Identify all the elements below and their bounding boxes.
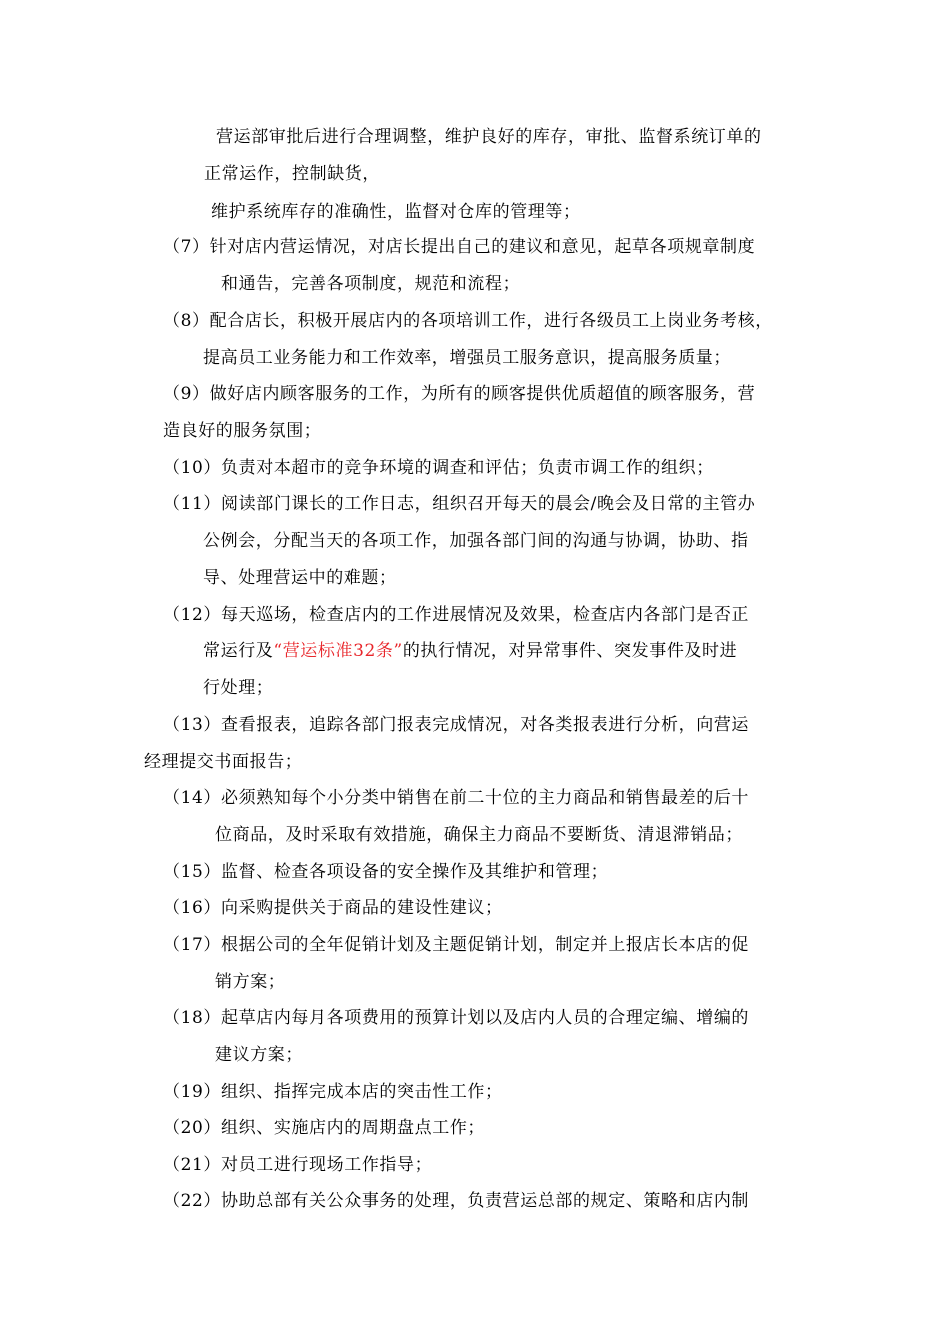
- text-line-item-18-cont: 建议方案；: [215, 1045, 303, 1065]
- text-line-item-15: （15）监督、检查各项设备的安全操作及其维护和管理；: [163, 862, 609, 882]
- text-line-item-21: （21）对员工进行现场工作指导；: [163, 1155, 433, 1175]
- highlight-standard-32: “营运标准32条”: [273, 641, 403, 661]
- text-line-item-12: （12）每天巡场，检查店内的工作进展情况及效果，检查店内各部门是否正: [163, 605, 750, 625]
- text-line-item-18: （18）起草店内每月各项费用的预算计划以及店内人员的合理定编、增编的: [163, 1008, 750, 1028]
- text-line-3: 维护系统库存的准确性，监督对仓库的管理等；: [211, 202, 581, 222]
- text-line-2: 正常运作，控制缺货，: [204, 164, 380, 184]
- text-line-item-14-cont: 位商品，及时采取有效措施，确保主力商品不要断货、清退滞销品；: [215, 825, 743, 845]
- text-line-item-10: （10）负责对本超市的竞争环境的调查和评估；负责市调工作的组织；: [163, 458, 714, 478]
- text-line-item-11-cont-1: 公例会，分配当天的各项工作，加强各部门间的沟通与协调，协助、指: [203, 531, 749, 551]
- text-line-item-17: （17）根据公司的全年促销计划及主题促销计划，制定并上报店长本店的促: [163, 935, 750, 955]
- text-line-item-8-cont: 提高员工业务能力和工作效率，增强员工服务意识，提高服务质量；: [203, 348, 731, 368]
- text-line-item-16: （16）向采购提供关于商品的建设性建议；: [163, 898, 503, 918]
- text-line-item-19: （19）组织、指挥完成本店的突击性工作；: [163, 1082, 503, 1102]
- text-before-highlight: 常运行及: [203, 641, 274, 661]
- text-line-item-7: （7）针对店内营运情况，对店长提出自己的建议和意见，起草各项规章制度: [163, 237, 756, 257]
- text-line-item-17-cont: 销方案；: [215, 972, 286, 992]
- text-line-item-12-cont-1: [203, 639, 737, 663]
- text-line-item-22: （22）协助总部有关公众事务的处理，负责营运总部的规定、策略和店内制: [163, 1191, 750, 1211]
- text-line-item-13-cont: 经理提交书面报告；: [144, 752, 303, 772]
- text-line-item-11-cont-2: 导、处理营运中的难题；: [203, 568, 397, 588]
- text-line-item-13: （13）查看报表，追踪各部门报表完成情况，对各类报表进行分析，向营运: [163, 715, 750, 735]
- text-line-item-11: （11）阅读部门课长的工作日志，组织召开每天的晨会/晚会及日常的主管办: [163, 494, 756, 514]
- text-line-item-7-cont: 和通告，完善各项制度，规范和流程；: [221, 274, 521, 294]
- text-line-item-20: （20）组织、实施店内的周期盘点工作；: [163, 1118, 486, 1138]
- text-line-item-8: （8）配合店长，积极开展店内的各项培训工作，进行各级员工上岗业务考核，: [163, 311, 773, 331]
- text-line-item-9-cont: 造良好的服务氛围；: [163, 421, 322, 441]
- text-after-highlight: 的执行情况，对异常事件、突发事件及时进: [402, 641, 738, 661]
- text-line-item-14: （14）必须熟知每个小分类中销售在前二十位的主力商品和销售最差的后十: [163, 788, 750, 808]
- text-line-item-12-cont-2: 行处理；: [203, 678, 274, 698]
- text-line-item-9: （9）做好店内顾客服务的工作，为所有的顾客提供优质超值的顾客服务，营: [163, 384, 756, 404]
- text-line-1: 营运部审批后进行合理调整，维护良好的库存，审批、监督系统订单的: [216, 127, 762, 147]
